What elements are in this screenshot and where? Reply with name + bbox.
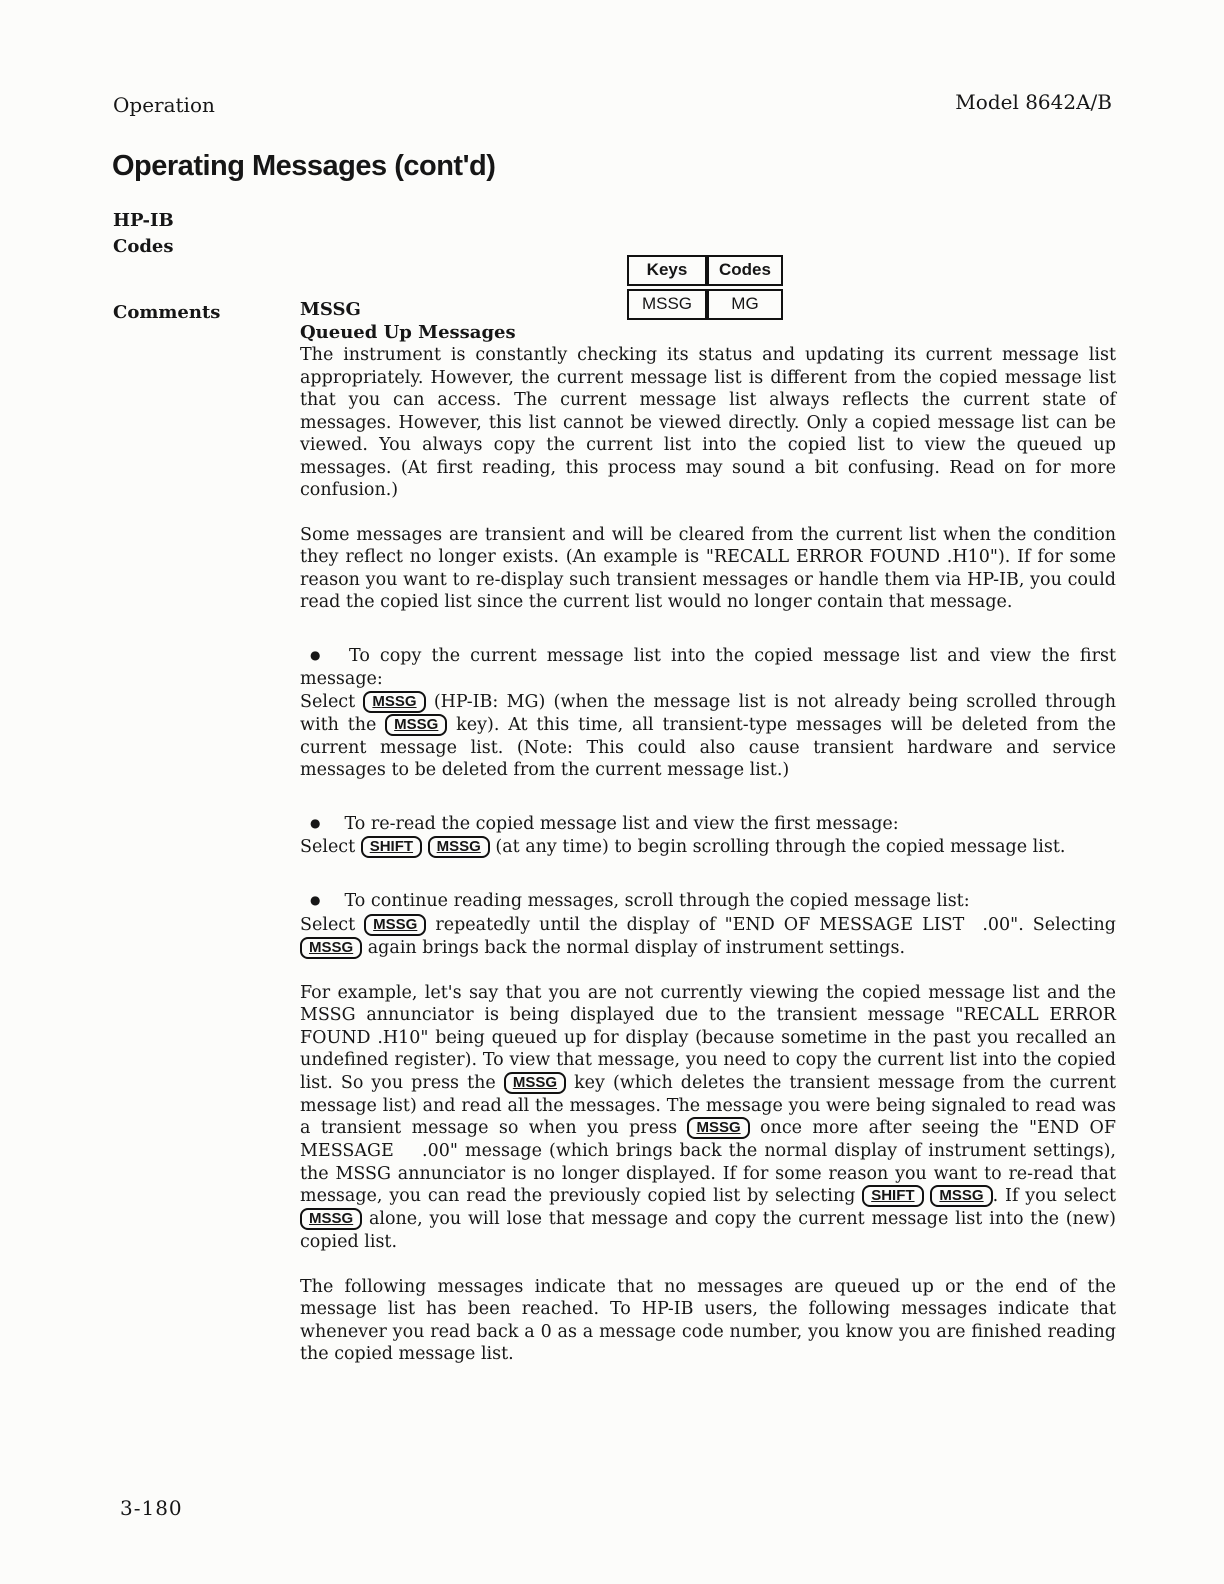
bullet-item [300,813,1116,860]
table-cell-code: MG [707,289,783,320]
mssg-key: MSSG [504,1072,566,1094]
text-run: once more after seeing the "END OF MESSAGE .00" message (which brings back the normal display of instrument settings), the MSSG annunciator is no longer displayed. If for some reason you want to re-read that message, you can read the previously copied list by selecting [300,1118,1116,1206]
bullet-item [300,645,1116,782]
text-run [422,837,428,857]
mssg-key: MSSG [363,691,425,713]
mssg-key: MSSG [428,836,490,858]
text-run: repeatedly until the display of "END OF MESSAGE LIST .00". Selecting [426,914,1116,935]
text-run: Select [300,837,361,857]
main-content-column [300,298,1116,1366]
bullet-item [300,890,1116,960]
text-run: To copy the current message list into the copied message list and view the first message: [300,645,1116,689]
header-section-label: Operation [113,93,215,117]
text-run: alone, you will lose that message and copy the current message list into the (new) copied list. [300,1209,1116,1252]
shift-key: SHIFT [361,836,422,858]
table-header-keys: Keys [627,255,707,286]
table-header-row [627,255,783,286]
hpib-label-line1: HP-IB [113,210,174,231]
text-run: key (which deletes the transient message from the current message list) and read all the messages. The message you were being signaled to read was a transient message so when you press [300,1072,1116,1138]
page-number: 3-180 [120,1496,183,1520]
text-run: key). At this time, all transient-type messages will be deleted from the current message list. (Note: This could also cause transient hardware and service messages to be deleted from the current message list.) [300,714,1117,780]
mssg-key: MSSG [300,937,362,959]
content-heading-mssg: MSSG [300,299,361,320]
hpib-codes-label [113,208,174,260]
header-model-label: Model 8642A/B [955,90,1112,114]
mssg-key: MSSG [364,914,426,936]
text-run: Select [300,914,365,935]
text-run: To continue reading messages, scroll through the copied message list: [344,891,970,911]
text-run: Some messages are transient and will be cleared from the current list when the condition they reflect no longer exists. (An example is "RECALL ERROR FOUND .H10"). If for some reason you want to re-display such transient messages or handle them via HP-IB, you could read the copied list since the current list would no longer contain that message. [300,524,1116,612]
text-run: again brings back the normal display of instrument settings. [362,937,906,958]
text-run: (at any time) to begin scrolling through the copied message list. [489,837,1066,857]
mssg-key: MSSG [930,1185,992,1207]
table-cell-key: MSSG [627,289,707,320]
paragraph [300,344,1116,502]
comments-label: Comments [113,302,221,323]
table-header-codes: Codes [707,255,783,286]
text-run: The following messages indicate that no messages are queued up or the end of the message list has been reached. To HP-IB users, the following messages indicate that whenever you read back a 0 as a message code number, you know you are finished reading the copied message list. [300,1276,1116,1364]
shift-key: SHIFT [862,1185,923,1207]
mssg-key: MSSG [687,1117,749,1139]
content-blocks [300,344,1116,1366]
text-run: (HP-IB: MG) (when the message list is not already being scrolled through with the [300,691,1116,735]
text-run: . If you select [992,1186,1116,1206]
text-run: Select [300,691,364,712]
paragraph [300,1276,1116,1366]
page-title: Operating Messages (cont'd) [112,150,496,182]
hpib-label-line2: Codes [113,236,174,257]
mssg-key: MSSG [300,1208,362,1230]
text-run: The instrument is constantly checking its status and updating its current message list appropriately. However, the current message list is different from the copied message list that you can access. The current message list always reflects the current state of messages. However, this list cannot be viewed directly. Only a copied message list can be viewed. You always copy the current list into the copied list to view the queued up messages. (At first reading, this process may sound a bit confusing. Read on for more confusion.) [300,345,1116,500]
text-run: For example, let's say that you are not currently viewing the copied message list and the MSSG annunciator is being displayed due to the transient message "RECALL ERROR FOUND .H10" being queued up for display (because sometime in the past you recalled an undefined register). To view that message, you need to copy the current list into the copied list. So you press the [300,982,1116,1093]
content-heading-queued: Queued Up Messages [300,322,516,343]
bullet-icon: ● [310,647,325,662]
paragraph [300,524,1116,614]
mssg-key: MSSG [385,714,447,736]
text-run: To re-read the copied message list and view the first message: [344,813,899,834]
bullet-icon: ● [310,893,321,907]
text-run [924,1186,931,1206]
bullet-icon: ● [310,815,321,830]
paragraph [300,982,1116,1254]
